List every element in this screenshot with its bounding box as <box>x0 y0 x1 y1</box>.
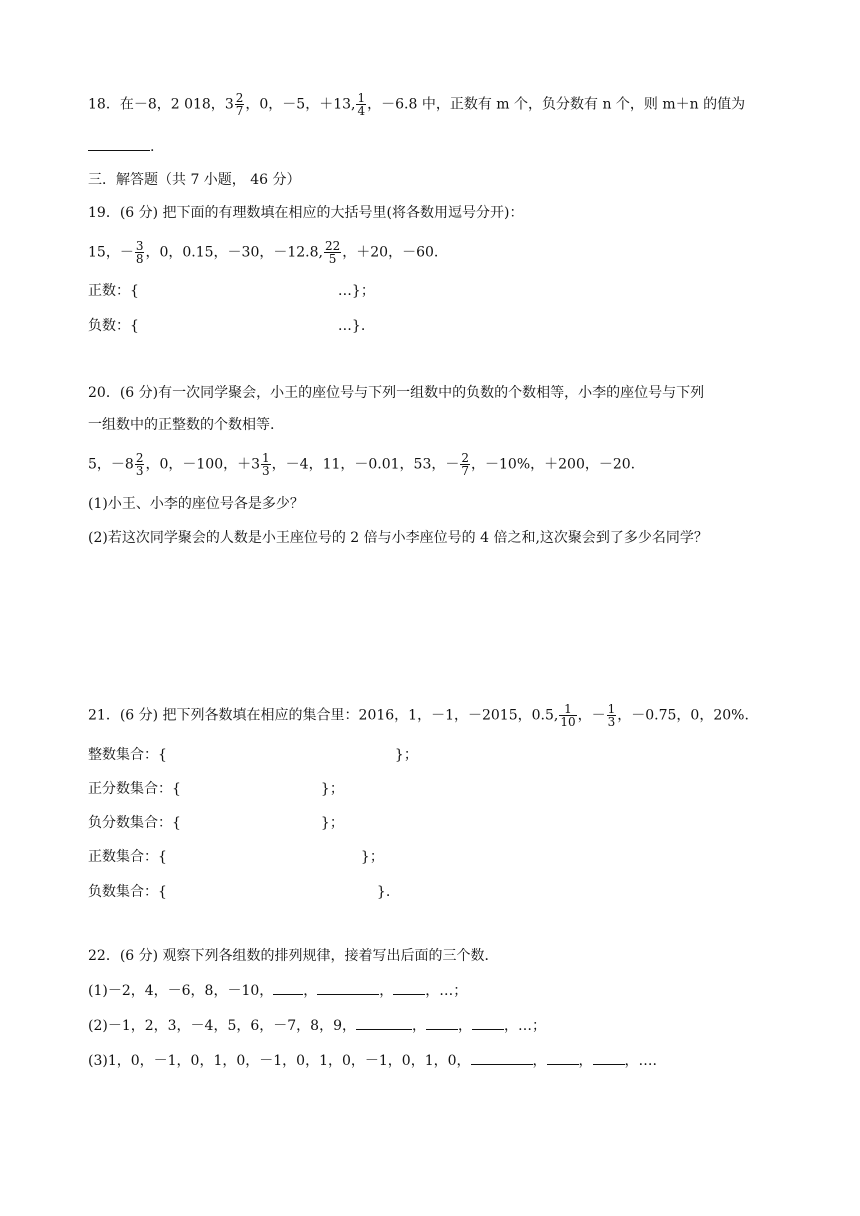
q18-text: 18．在－8，2 018， <box>88 96 225 113</box>
separator: ， <box>379 983 394 999</box>
q21-set-integers <box>88 745 418 765</box>
q21-fraction-2 <box>607 703 617 728</box>
q21-set-end: }； <box>360 849 384 865</box>
q18-line <box>88 92 745 117</box>
q22-title <box>88 946 499 966</box>
fraction-numerator: 22 <box>324 239 341 253</box>
q22-blank[interactable] <box>317 980 379 995</box>
q22-line-end: ，…. <box>624 1053 657 1069</box>
fraction-numerator: 1 <box>559 703 576 716</box>
q20-line-1 <box>88 383 704 403</box>
fraction-numerator: 3 <box>135 239 144 253</box>
q21-set-label: 正分数集合：{ <box>88 781 181 797</box>
q18-mixed-fraction <box>235 92 245 117</box>
q20-sub-1-text: (1)小王、小李的座位号各是多少？ <box>88 496 304 512</box>
q21-set-label: 正数集合：{ <box>88 849 167 865</box>
q22-blank[interactable] <box>426 1015 458 1030</box>
q22-blank[interactable] <box>393 980 425 995</box>
separator: ， <box>578 1053 593 1069</box>
q21-set-end: }； <box>320 815 344 831</box>
q20-numbers <box>88 452 635 477</box>
q21-set-label: 负分数集合：{ <box>88 815 181 831</box>
q21-set-end: }； <box>320 781 344 797</box>
q22-line-1 <box>88 980 467 1001</box>
q20-text-2: 一组数中的正整数的个数相等. <box>88 417 275 433</box>
q20-nums-a: 5，－8 <box>88 456 134 473</box>
q22-title-text: 22．(6 分) 观察下列各组数的排列规律，接着写出后面的三个数． <box>88 948 499 964</box>
q21-fraction-1 <box>559 703 576 728</box>
q19-numbers <box>88 240 438 265</box>
q21-set-label: 负数集合：{ <box>88 884 167 900</box>
q20-nums-b: ，0，－100，＋3 <box>145 456 261 473</box>
fraction-numerator: 1 <box>357 91 366 105</box>
q22-line-end: ，…； <box>504 1018 546 1034</box>
q22-blank[interactable] <box>472 1015 504 1030</box>
q20-text-1: 20．(6 分)有一次同学聚会，小王的座位号与下列一组数中的负数的个数相等，小李的座位号与下列 <box>88 385 705 401</box>
q20-sub-2 <box>88 528 708 548</box>
q20-sub-2-text: (2)若这次同学聚会的人数是小王座位号的 2 倍与小李座位号的 4 倍之和,这次聚会到了多少名同学？ <box>88 530 708 546</box>
q21-set-negatives <box>88 882 390 902</box>
fraction-numerator: 1 <box>607 702 616 716</box>
fraction-denominator: 3 <box>262 464 270 478</box>
q19-nums-c: ，＋20，－60. <box>342 244 439 261</box>
q20-nums-d: ，－10%，＋200，－20. <box>471 456 636 473</box>
q20-mixed-fraction-2 <box>261 452 271 477</box>
fraction-denominator: 5 <box>328 252 337 266</box>
q21-set-label: 整数集合：{ <box>88 747 167 763</box>
fraction-denominator: 3 <box>607 715 616 729</box>
q19-fraction-1 <box>135 240 145 265</box>
section-heading <box>88 170 301 190</box>
fraction-denominator: 3 <box>135 464 144 478</box>
q22-line-2-text: (2)－1，2，3，－4，5，6，－7，8，9， <box>88 1018 356 1034</box>
q21-set-end: }； <box>394 747 418 763</box>
q22-blank[interactable] <box>547 1050 579 1065</box>
q20-nums-c: ，－4，11，－0.01，53，－ <box>271 456 460 473</box>
fraction-denominator: 4 <box>357 104 366 118</box>
q19-negative-end: …}. <box>337 318 366 334</box>
q18-end: . <box>150 139 155 155</box>
q19-positive-label: 正数：{ <box>88 283 139 299</box>
q20-line-2 <box>88 415 274 435</box>
separator: ， <box>458 1018 472 1034</box>
q22-blank[interactable] <box>593 1050 625 1065</box>
q18-fraction <box>356 92 366 117</box>
q22-line-2 <box>88 1015 546 1036</box>
q22-line-end: ，…； <box>425 983 468 999</box>
q19-negative-set <box>88 316 365 336</box>
q22-blank[interactable] <box>356 1015 412 1030</box>
q19-fraction-2 <box>324 240 341 265</box>
fraction-denominator: 10 <box>560 715 576 729</box>
q21-title <box>88 703 749 728</box>
q19-title-text: 19．(6 分) 把下面的有理数填在相应的大括号里(将各数用逗号分开)： <box>88 205 524 221</box>
q22-line-3-text: (3)1，0，－1，0，1，0，－1，0，1，0，－1，0，1，0， <box>88 1053 471 1069</box>
q19-positive-end: …}； <box>337 283 375 299</box>
q21-title-mid: ，－ <box>577 707 606 724</box>
fraction-denominator: 7 <box>461 464 470 478</box>
q22-line-3 <box>88 1050 657 1071</box>
fraction-numerator: 2 <box>461 451 470 465</box>
q21-set-negative-fractions <box>88 813 344 833</box>
q18-mixed-whole: 3 <box>224 96 234 113</box>
q20-mixed-fraction-1 <box>135 452 145 477</box>
q22-blank[interactable] <box>471 1050 533 1065</box>
q18-answer-blank[interactable] <box>88 136 150 151</box>
fraction-numerator: 2 <box>235 91 244 105</box>
q21-title-b: ，－0.75，0，20%. <box>617 707 749 724</box>
q21-set-positives <box>88 847 384 867</box>
separator: ， <box>532 1053 547 1069</box>
q18-text-mid: ，0，－5，＋13, <box>245 96 356 113</box>
q19-title <box>88 203 523 223</box>
fraction-numerator: 1 <box>262 451 270 465</box>
q21-set-end: }. <box>376 884 391 900</box>
q18-mixed-number <box>225 92 246 117</box>
section-heading-text: 三．解答题（共 7 小题， 46 分） <box>88 172 301 188</box>
q18-answer-line <box>88 136 154 157</box>
q21-title-a: 21．(6 分) 把下列各数填在相应的集合里：2016，1，－1，－2015，0.5, <box>88 707 559 724</box>
fraction-denominator: 7 <box>235 104 244 118</box>
separator: ， <box>303 983 318 999</box>
fraction-numerator: 2 <box>135 451 144 465</box>
separator: ， <box>412 1018 426 1034</box>
q18-text-suffix: ，－6.8 中，正数有 m 个，负分数有 n 个，则 m＋n 的值为 <box>367 96 746 113</box>
q22-blank[interactable] <box>273 980 303 995</box>
q19-positive-set <box>88 281 375 301</box>
q21-set-positive-fractions <box>88 779 344 799</box>
q20-sub-1 <box>88 494 304 514</box>
q22-line-1-text: (1)－2，4，－6，8，－10， <box>88 983 274 999</box>
q19-nums-b: ，0，0.15，－30，－12.8, <box>145 244 323 261</box>
fraction-denominator: 8 <box>135 252 144 266</box>
q20-fraction <box>460 452 470 477</box>
q19-negative-label: 负数：{ <box>88 318 139 334</box>
q19-nums-a: 15，－ <box>88 244 134 261</box>
